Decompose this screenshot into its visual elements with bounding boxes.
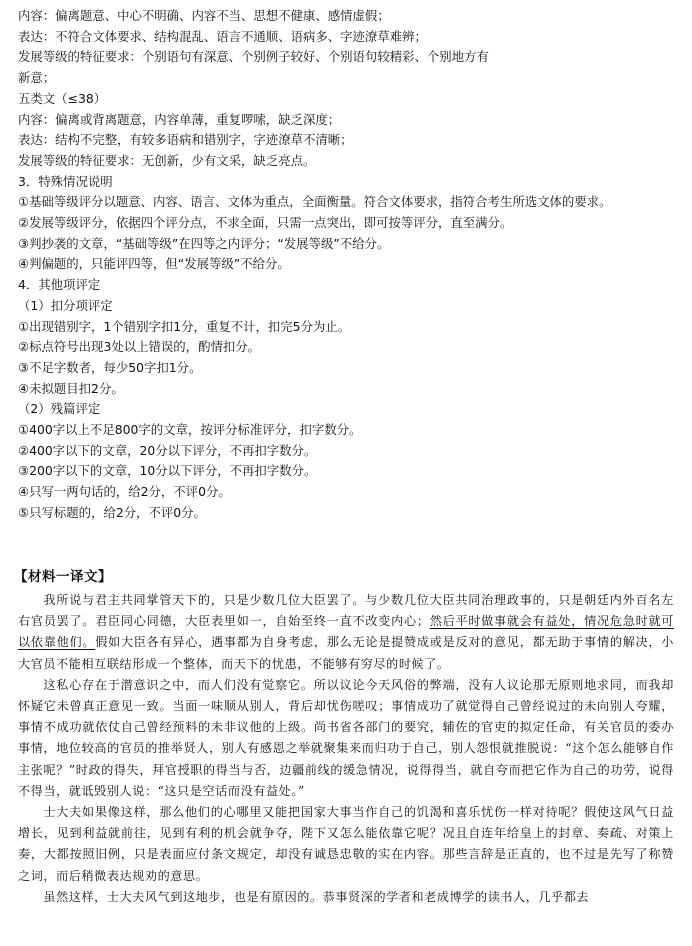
translation-section <box>14 567 675 908</box>
underlined-sentence: 然后平时做事就会有益处，情况危急时就可以依靠他们。 <box>18 614 675 650</box>
subsection-heading: （1）扣分项评定 <box>18 297 113 313</box>
text-line: ④判偏题的，只能评四等，但“发展等级”不给分。 <box>18 256 290 272</box>
scoring-criteria <box>18 6 678 524</box>
text-line: ③200字以下的文章，10分以下评分，不再扣字数分。 <box>18 463 317 479</box>
text-line: ②400字以下的文章，20分以下评分，不再扣字数分。 <box>18 442 317 458</box>
text-line: ①400字以上不足800字的文章，按评分标准评分，扣字数分。 <box>18 422 362 438</box>
section-heading: 五类文（≤38） <box>18 90 107 106</box>
text-line: 发展等级的特征要求：个别语句有深意、个别例子较好、个别语句较精彩、个别地方有 <box>18 49 489 65</box>
text-line: 内容：偏离或背离题意，内容单薄，重复啰嗦，缺乏深度； <box>18 111 341 127</box>
text-line: 内容：偏离题意、中心不明确、内容不当、思想不健康、感情虚假； <box>18 8 390 23</box>
text-line: 发展等级的特征要求：无创新，少有文采，缺乏亮点。 <box>18 152 316 168</box>
text-line: ①基础等级评分以题意、内容、语言、文体为重点，全面衡量。符合文体要求，指符合考生所选文体的要求。 <box>18 194 612 210</box>
text-line: ②发展等级评分，依据四个评分点，不求全面，只需一点突出，即可按等评分，直至满分。 <box>18 215 513 231</box>
translation-paragraph: 士大夫如果像这样，那么他们的心哪里又能把国家大事当作自己的饥渴和喜乐忧伤一样对待呢？假使这风气日益增长，见到利益就前往，见到有利的机会就争夺，陛下又怎么能依靠它呢？况且自连年给皇上的封章、奏疏、对策上奏，大都按照旧例，只是表面应付条文规定，却没有诚恳忠敬的实在内容。那些言辞是正直的，也不过是先写了称赞之词，而后稍微表达规劝的意思。 <box>18 805 674 883</box>
text-line: ②标点符号出现3处以上错误的，酌情扣分。 <box>18 339 261 355</box>
text-line: ⑤只写标题的，给2分，不评0分。 <box>18 504 206 520</box>
section-heading: 4．其他项评定 <box>18 277 101 293</box>
text-line: 表达：不符合文体要求、结构混乱、语言不通顺、语病多、字迹潦草难辨； <box>18 28 427 44</box>
translation-paragraph <box>18 590 674 675</box>
text-line: ①出现错别字，1个错别字扣1分，重复不计，扣完5分为止。 <box>18 318 351 334</box>
section-heading: 3．特殊情况说明 <box>18 173 113 189</box>
paragraph-text: 我所说与君主共同掌管天下的，只是少数几位大臣罢了。与少数几位大臣共同治理政事的，只是朝廷内外百名左右官员罢了。君臣同心同德，大臣表里如一，自始至终一直不改变内心； <box>18 593 674 629</box>
text-line: ④未拟题目扣2分。 <box>18 380 124 396</box>
text-line: 表达：结构不完整，有较多语病和错别字，字迹潦草不清晰； <box>18 132 353 148</box>
text-line: 新意； <box>18 70 56 86</box>
text-line: ③判抄袭的文章，“基础等级”在四等之内评分；“发展等级”不给分。 <box>18 235 390 251</box>
translation-title: 【材料一译文】 <box>14 569 112 585</box>
subsection-heading: （2）残篇评定 <box>18 401 101 417</box>
translation-paragraph: 虽然这样，士大夫风气到这地步，也是有原因的。恭事贤深的学者和老成博学的读书人，几乎都去 <box>43 889 590 904</box>
translation-paragraph: 这私心存在于潜意识之中，而人们没有觉察它。所以议论今天风俗的弊端，没有人议论那无原则地求同，而我却怀疑它未曾真正意见一致。当面一味顺从别人，背后却忧伤嗟叹；事情成功了就觉得自己曾经说过的未向别人夸耀，事情不成功就依仗自己曾经预料的未非议他的上级。尚书省各部门的要究，辅佐的官吏的拟定任命，有关官员的委办事情，地位较高的官员的推举贤人，别人有感恩之举就聚集来而归功于自己，别人怨恨就推脱说：“这个怎么能够自作主张呢？”时政的得失，拜官授职的得当与否，边疆前线的缓急情况，说得得当，就自夸而把它作为自己的功劳，说得不得当，就诋毁别人说：“这只是空话而没有益处。” <box>18 677 674 798</box>
text-line: ③不足字数者，每少50字扣1分。 <box>18 359 202 375</box>
text-line: ④只写一两句话的，给2分，不评0分。 <box>18 484 231 500</box>
paragraph-text: 假如大臣各有异心，遇事都为自身考虑，那么无论是提赞成或是反对的意见，都无助于事情的解决，小大官员不能相互联结形成一个整体，而天下的忧患，不能够有穷尽的时候了。 <box>18 635 674 671</box>
